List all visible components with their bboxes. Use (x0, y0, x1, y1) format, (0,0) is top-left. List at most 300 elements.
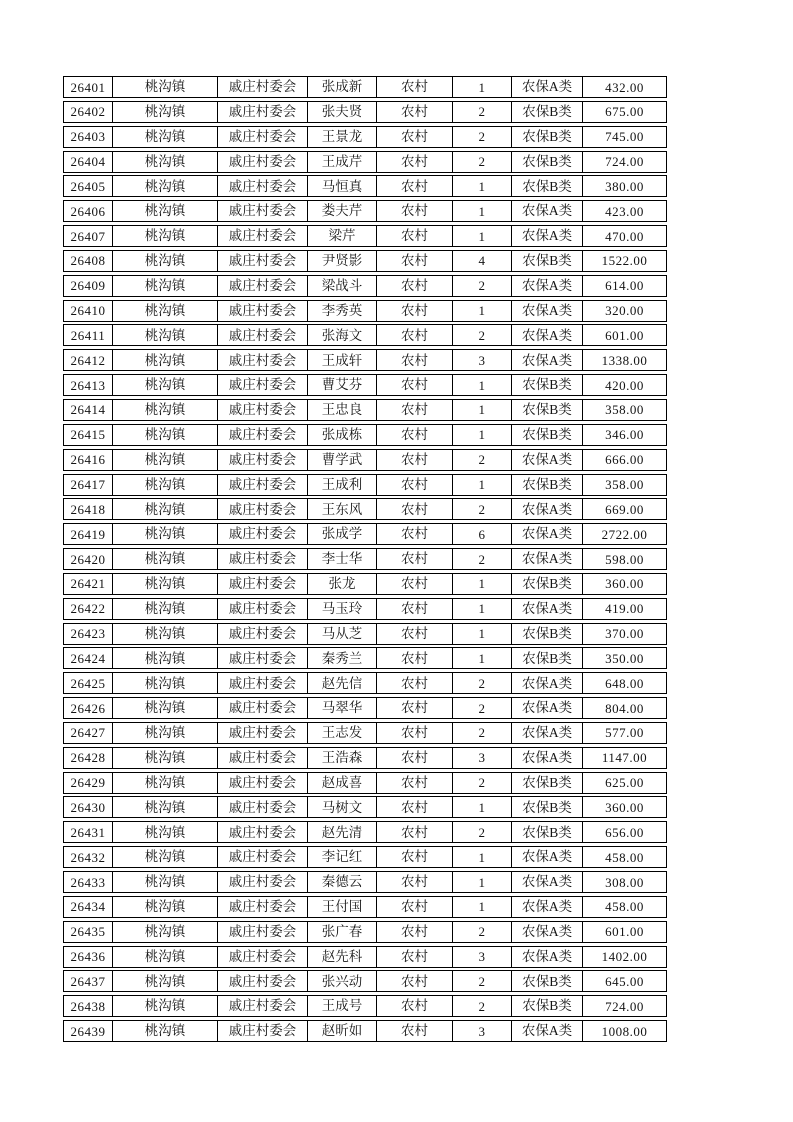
cell-residence-type: 农村 (377, 499, 453, 519)
cell-village-committee: 戚庄村委会 (218, 450, 308, 470)
cell-serial-number: 26436 (64, 947, 113, 967)
cell-person-name: 娄夫芹 (308, 201, 377, 221)
cell-serial-number: 26417 (64, 475, 113, 495)
cell-amount: 470.00 (605, 228, 644, 244)
cell-person-name: 梁芹 (308, 226, 377, 246)
cell-town: 桃沟镇 (113, 673, 218, 693)
cell-person-count: 1 (453, 475, 512, 495)
cell-residence-type: 农村 (377, 574, 453, 594)
table-row (63, 548, 667, 570)
cell-town: 桃沟镇 (113, 102, 218, 122)
cell-residence-type: 农村 (377, 922, 453, 942)
table-row (63, 796, 667, 818)
cell-serial-number: 26416 (64, 450, 113, 470)
cell-insurance-type: 农保B类 (512, 648, 583, 668)
cell-town: 桃沟镇 (113, 152, 218, 172)
cell-person-count: 2 (453, 152, 512, 172)
cell-insurance-type: 农保A类 (512, 947, 583, 967)
cell-person-count: 2 (453, 971, 512, 991)
cell-person-count: 1 (453, 624, 512, 644)
cell-person-count: 2 (453, 102, 512, 122)
cell-person-name: 王成芹 (308, 152, 377, 172)
cell-residence-type: 农村 (377, 226, 453, 246)
cell-serial-number: 26402 (64, 102, 113, 122)
table-row (63, 623, 667, 645)
cell-amount: 346.00 (605, 427, 644, 443)
cell-village-committee: 戚庄村委会 (218, 325, 308, 345)
cell-amount: 577.00 (605, 725, 644, 741)
cell-amount: 601.00 (605, 327, 644, 343)
cell-person-count: 1 (453, 872, 512, 892)
table-row (63, 399, 667, 421)
cell-insurance-type: 农保A类 (512, 748, 583, 768)
cell-person-count: 2 (453, 127, 512, 147)
cell-person-count: 2 (453, 549, 512, 569)
cell-insurance-type: 农保A类 (512, 226, 583, 246)
cell-person-name: 王付国 (308, 897, 377, 917)
cell-insurance-type: 农保B类 (512, 375, 583, 395)
table-row (63, 424, 667, 446)
cell-serial-number: 26420 (64, 549, 113, 569)
cell-amount: 320.00 (605, 303, 644, 319)
table-row (63, 374, 667, 396)
cell-insurance-type: 农保B类 (512, 425, 583, 445)
table-row (63, 722, 667, 744)
table-row (63, 324, 667, 346)
cell-residence-type: 农村 (377, 947, 453, 967)
table-row (63, 995, 667, 1017)
cell-person-name: 赵成喜 (308, 773, 377, 793)
cell-town: 桃沟镇 (113, 450, 218, 470)
cell-town: 桃沟镇 (113, 847, 218, 867)
cell-person-count: 1 (453, 797, 512, 817)
cell-amount: 308.00 (605, 874, 644, 890)
cell-amount: 423.00 (605, 203, 644, 219)
cell-serial-number: 26424 (64, 648, 113, 668)
cell-residence-type: 农村 (377, 624, 453, 644)
table-row (63, 598, 667, 620)
cell-person-name: 马恒真 (308, 176, 377, 196)
cell-residence-type: 农村 (377, 350, 453, 370)
cell-insurance-type: 农保A类 (512, 897, 583, 917)
cell-insurance-type: 农保B类 (512, 574, 583, 594)
cell-serial-number: 26409 (64, 276, 113, 296)
cell-insurance-type: 农保A类 (512, 1021, 583, 1041)
cell-person-count: 1 (453, 77, 512, 97)
cell-serial-number: 26407 (64, 226, 113, 246)
cell-town: 桃沟镇 (113, 276, 218, 296)
cell-residence-type: 农村 (377, 698, 453, 718)
cell-residence-type: 农村 (377, 897, 453, 917)
cell-village-committee: 戚庄村委会 (218, 127, 308, 147)
cell-town: 桃沟镇 (113, 400, 218, 420)
cell-town: 桃沟镇 (113, 599, 218, 619)
cell-insurance-type: 农保A类 (512, 450, 583, 470)
table-row (63, 523, 667, 545)
cell-insurance-type: 农保A类 (512, 499, 583, 519)
cell-village-committee: 戚庄村委会 (218, 77, 308, 97)
cell-village-committee: 戚庄村委会 (218, 400, 308, 420)
cell-amount: 458.00 (605, 849, 644, 865)
table-row (63, 250, 667, 272)
cell-insurance-type: 农保B类 (512, 176, 583, 196)
cell-serial-number: 26426 (64, 698, 113, 718)
table-row (63, 151, 667, 173)
cell-residence-type: 农村 (377, 797, 453, 817)
cell-residence-type: 农村 (377, 201, 453, 221)
cell-town: 桃沟镇 (113, 797, 218, 817)
cell-amount: 745.00 (605, 129, 644, 145)
cell-insurance-type: 农保A类 (512, 922, 583, 942)
table-row (63, 349, 667, 371)
cell-town: 桃沟镇 (113, 127, 218, 147)
cell-serial-number: 26403 (64, 127, 113, 147)
cell-person-name: 张成学 (308, 524, 377, 544)
cell-serial-number: 26408 (64, 251, 113, 271)
cell-person-count: 1 (453, 201, 512, 221)
cell-town: 桃沟镇 (113, 425, 218, 445)
cell-amount: 358.00 (605, 477, 644, 492)
table-row (63, 697, 667, 719)
table-row (63, 225, 667, 247)
cell-town: 桃沟镇 (113, 748, 218, 768)
cell-insurance-type: 农保A类 (512, 872, 583, 892)
cell-village-committee: 戚庄村委会 (218, 524, 308, 544)
cell-person-name: 李秀英 (308, 301, 377, 321)
cell-residence-type: 农村 (377, 648, 453, 668)
records-table (63, 76, 667, 1045)
cell-serial-number: 26423 (64, 624, 113, 644)
cell-town: 桃沟镇 (113, 723, 218, 743)
cell-serial-number: 26401 (64, 77, 113, 97)
cell-person-name: 王浩森 (308, 748, 377, 768)
cell-residence-type: 农村 (377, 77, 453, 97)
cell-amount: 360.00 (605, 576, 644, 592)
cell-town: 桃沟镇 (113, 325, 218, 345)
table-row (63, 76, 667, 98)
cell-person-count: 1 (453, 176, 512, 196)
cell-town: 桃沟镇 (113, 648, 218, 668)
cell-residence-type: 农村 (377, 723, 453, 743)
cell-town: 桃沟镇 (113, 549, 218, 569)
table-row (63, 896, 667, 918)
cell-person-count: 1 (453, 599, 512, 619)
table-row (63, 871, 667, 893)
cell-village-committee: 戚庄村委会 (218, 773, 308, 793)
cell-serial-number: 26418 (64, 499, 113, 519)
cell-person-count: 2 (453, 723, 512, 743)
cell-insurance-type: 农保B类 (512, 152, 583, 172)
cell-person-count: 1 (453, 897, 512, 917)
cell-town: 桃沟镇 (113, 375, 218, 395)
cell-insurance-type: 农保A类 (512, 723, 583, 743)
cell-insurance-type: 农保B类 (512, 624, 583, 644)
cell-residence-type: 农村 (377, 549, 453, 569)
cell-residence-type: 农村 (377, 673, 453, 693)
cell-town: 桃沟镇 (113, 1021, 218, 1041)
cell-amount: 614.00 (605, 278, 644, 294)
cell-serial-number: 26429 (64, 773, 113, 793)
cell-town: 桃沟镇 (113, 872, 218, 892)
cell-amount: 724.00 (605, 998, 644, 1014)
table-row (63, 474, 667, 496)
cell-amount: 380.00 (605, 178, 644, 194)
cell-village-committee: 戚庄村委会 (218, 251, 308, 271)
cell-insurance-type: 农保B类 (512, 773, 583, 793)
cell-person-name: 王东风 (308, 499, 377, 519)
cell-town: 桃沟镇 (113, 773, 218, 793)
cell-residence-type: 农村 (377, 475, 453, 495)
cell-village-committee: 戚庄村委会 (218, 648, 308, 668)
cell-town: 桃沟镇 (113, 176, 218, 196)
cell-residence-type: 农村 (377, 425, 453, 445)
cell-insurance-type: 农保A类 (512, 673, 583, 693)
cell-person-name: 王志发 (308, 723, 377, 743)
cell-amount: 724.00 (605, 154, 644, 170)
cell-village-committee: 戚庄村委会 (218, 748, 308, 768)
cell-insurance-type: 农保A类 (512, 847, 583, 867)
cell-amount: 601.00 (605, 924, 644, 940)
cell-person-name: 赵昕如 (308, 1021, 377, 1041)
cell-village-committee: 戚庄村委会 (218, 201, 308, 221)
cell-town: 桃沟镇 (113, 822, 218, 842)
cell-amount: 669.00 (605, 501, 644, 517)
cell-person-name: 张龙 (308, 574, 377, 594)
cell-village-committee: 戚庄村委会 (218, 673, 308, 693)
cell-amount: 1402.00 (601, 949, 648, 965)
cell-insurance-type: 农保A类 (512, 301, 583, 321)
cell-person-count: 1 (453, 226, 512, 246)
cell-insurance-type: 农保B类 (512, 971, 583, 991)
cell-town: 桃沟镇 (113, 350, 218, 370)
cell-village-committee: 戚庄村委会 (218, 350, 308, 370)
cell-amount: 350.00 (605, 650, 644, 666)
cell-person-name: 尹贤影 (308, 251, 377, 271)
cell-serial-number: 26431 (64, 822, 113, 842)
cell-person-count: 1 (453, 425, 512, 445)
cell-residence-type: 农村 (377, 1021, 453, 1041)
cell-person-name: 曹艾芬 (308, 375, 377, 395)
cell-serial-number: 26433 (64, 872, 113, 892)
cell-serial-number: 26428 (64, 748, 113, 768)
cell-serial-number: 26425 (64, 673, 113, 693)
cell-insurance-type: 农保A类 (512, 276, 583, 296)
cell-person-name: 王成号 (308, 996, 377, 1016)
cell-town: 桃沟镇 (113, 624, 218, 644)
cell-insurance-type: 农保B类 (512, 797, 583, 817)
cell-residence-type: 农村 (377, 996, 453, 1016)
cell-town: 桃沟镇 (113, 922, 218, 942)
cell-person-name: 王成轩 (308, 350, 377, 370)
cell-residence-type: 农村 (377, 748, 453, 768)
cell-residence-type: 农村 (377, 872, 453, 892)
cell-village-committee: 戚庄村委会 (218, 922, 308, 942)
cell-person-count: 2 (453, 325, 512, 345)
table-row (63, 175, 667, 197)
cell-insurance-type: 农保B类 (512, 400, 583, 420)
table-row (63, 772, 667, 794)
cell-person-count: 2 (453, 499, 512, 519)
cell-insurance-type: 农保B类 (512, 475, 583, 495)
cell-person-count: 6 (453, 524, 512, 544)
cell-village-committee: 戚庄村委会 (218, 847, 308, 867)
cell-insurance-type: 农保A类 (512, 698, 583, 718)
cell-person-name: 张成栋 (308, 425, 377, 445)
table-row (63, 300, 667, 322)
cell-person-count: 2 (453, 276, 512, 296)
table-row (63, 200, 667, 222)
cell-village-committee: 戚庄村委会 (218, 797, 308, 817)
cell-amount: 656.00 (605, 824, 644, 840)
cell-insurance-type: 农保A类 (512, 201, 583, 221)
cell-person-name: 赵先信 (308, 673, 377, 693)
cell-village-committee: 戚庄村委会 (218, 301, 308, 321)
cell-residence-type: 农村 (377, 276, 453, 296)
cell-person-name: 张成新 (308, 77, 377, 97)
cell-town: 桃沟镇 (113, 226, 218, 246)
cell-serial-number: 26430 (64, 797, 113, 817)
cell-residence-type: 农村 (377, 822, 453, 842)
table-row (63, 101, 667, 123)
cell-amount: 420.00 (605, 377, 644, 393)
cell-amount: 358.00 (605, 402, 644, 418)
cell-person-count: 1 (453, 400, 512, 420)
cell-person-name: 马玉玲 (308, 599, 377, 619)
cell-insurance-type: 农保A类 (512, 549, 583, 569)
cell-amount: 648.00 (605, 675, 644, 691)
cell-residence-type: 农村 (377, 251, 453, 271)
cell-village-committee: 戚庄村委会 (218, 822, 308, 842)
cell-village-committee: 戚庄村委会 (218, 549, 308, 569)
table-row (63, 921, 667, 943)
cell-amount: 458.00 (605, 899, 644, 915)
table-row (63, 275, 667, 297)
cell-serial-number: 26404 (64, 152, 113, 172)
cell-town: 桃沟镇 (113, 574, 218, 594)
cell-person-count: 2 (453, 822, 512, 842)
cell-town: 桃沟镇 (113, 499, 218, 519)
cell-village-committee: 戚庄村委会 (218, 475, 308, 495)
cell-insurance-type: 农保B类 (512, 251, 583, 271)
cell-insurance-type: 农保B类 (512, 822, 583, 842)
cell-serial-number: 26411 (64, 325, 113, 345)
cell-village-committee: 戚庄村委会 (218, 599, 308, 619)
table-row (63, 449, 667, 471)
cell-person-name: 张广春 (308, 922, 377, 942)
cell-village-committee: 戚庄村委会 (218, 698, 308, 718)
cell-person-name: 赵先清 (308, 822, 377, 842)
cell-village-committee: 戚庄村委会 (218, 872, 308, 892)
cell-village-committee: 戚庄村委会 (218, 499, 308, 519)
cell-town: 桃沟镇 (113, 897, 218, 917)
cell-residence-type: 农村 (377, 400, 453, 420)
cell-amount: 804.00 (605, 700, 644, 716)
cell-amount: 675.00 (605, 104, 644, 120)
cell-person-count: 4 (453, 251, 512, 271)
cell-town: 桃沟镇 (113, 251, 218, 271)
cell-amount: 370.00 (605, 626, 644, 642)
cell-village-committee: 戚庄村委会 (218, 102, 308, 122)
cell-person-name: 秦德云 (308, 872, 377, 892)
table-row (63, 821, 667, 843)
cell-village-committee: 戚庄村委会 (218, 971, 308, 991)
cell-town: 桃沟镇 (113, 947, 218, 967)
cell-residence-type: 农村 (377, 176, 453, 196)
cell-person-count: 1 (453, 574, 512, 594)
cell-amount: 645.00 (605, 973, 644, 989)
cell-person-count: 3 (453, 748, 512, 768)
cell-amount: 625.00 (605, 775, 644, 791)
cell-serial-number: 26406 (64, 201, 113, 221)
cell-serial-number: 26435 (64, 922, 113, 942)
table-row (63, 946, 667, 968)
cell-insurance-type: 农保A类 (512, 599, 583, 619)
cell-person-name: 马树文 (308, 797, 377, 817)
cell-serial-number: 26434 (64, 897, 113, 917)
cell-amount: 419.00 (605, 601, 644, 617)
cell-village-committee: 戚庄村委会 (218, 996, 308, 1016)
cell-serial-number: 26432 (64, 847, 113, 867)
cell-person-name: 梁战斗 (308, 276, 377, 296)
cell-insurance-type: 农保A类 (512, 524, 583, 544)
cell-village-committee: 戚庄村委会 (218, 425, 308, 445)
cell-serial-number: 26438 (64, 996, 113, 1016)
cell-residence-type: 农村 (377, 971, 453, 991)
cell-amount: 360.00 (605, 799, 644, 815)
cell-amount: 1147.00 (601, 750, 648, 766)
cell-person-count: 2 (453, 922, 512, 942)
cell-serial-number: 26439 (64, 1021, 113, 1041)
cell-person-count: 2 (453, 996, 512, 1016)
cell-residence-type: 农村 (377, 450, 453, 470)
cell-village-committee: 戚庄村委会 (218, 624, 308, 644)
table-row (63, 126, 667, 148)
cell-person-count: 2 (453, 450, 512, 470)
cell-person-name: 王景龙 (308, 127, 377, 147)
cell-amount: 2722.00 (601, 526, 648, 542)
table-row (63, 846, 667, 868)
cell-village-committee: 戚庄村委会 (218, 152, 308, 172)
table-row (63, 747, 667, 769)
cell-serial-number: 26422 (64, 599, 113, 619)
cell-serial-number: 26410 (64, 301, 113, 321)
cell-residence-type: 农村 (377, 524, 453, 544)
cell-town: 桃沟镇 (113, 996, 218, 1016)
cell-insurance-type: 农保A类 (512, 350, 583, 370)
cell-residence-type: 农村 (377, 301, 453, 321)
cell-residence-type: 农村 (377, 102, 453, 122)
cell-person-count: 1 (453, 847, 512, 867)
cell-amount: 598.00 (605, 551, 644, 567)
cell-residence-type: 农村 (377, 773, 453, 793)
table-row (63, 672, 667, 694)
cell-person-name: 秦秀兰 (308, 648, 377, 668)
cell-person-name: 张夫贤 (308, 102, 377, 122)
cell-residence-type: 农村 (377, 375, 453, 395)
cell-town: 桃沟镇 (113, 698, 218, 718)
cell-person-name: 李士华 (308, 549, 377, 569)
cell-person-name: 马从芝 (308, 624, 377, 644)
cell-town: 桃沟镇 (113, 77, 218, 97)
cell-person-count: 2 (453, 698, 512, 718)
cell-serial-number: 26415 (64, 425, 113, 445)
cell-person-name: 李记红 (308, 847, 377, 867)
cell-person-name: 马翠华 (308, 698, 377, 718)
cell-person-count: 3 (453, 350, 512, 370)
cell-residence-type: 农村 (377, 325, 453, 345)
cell-residence-type: 农村 (377, 847, 453, 867)
cell-town: 桃沟镇 (113, 475, 218, 495)
